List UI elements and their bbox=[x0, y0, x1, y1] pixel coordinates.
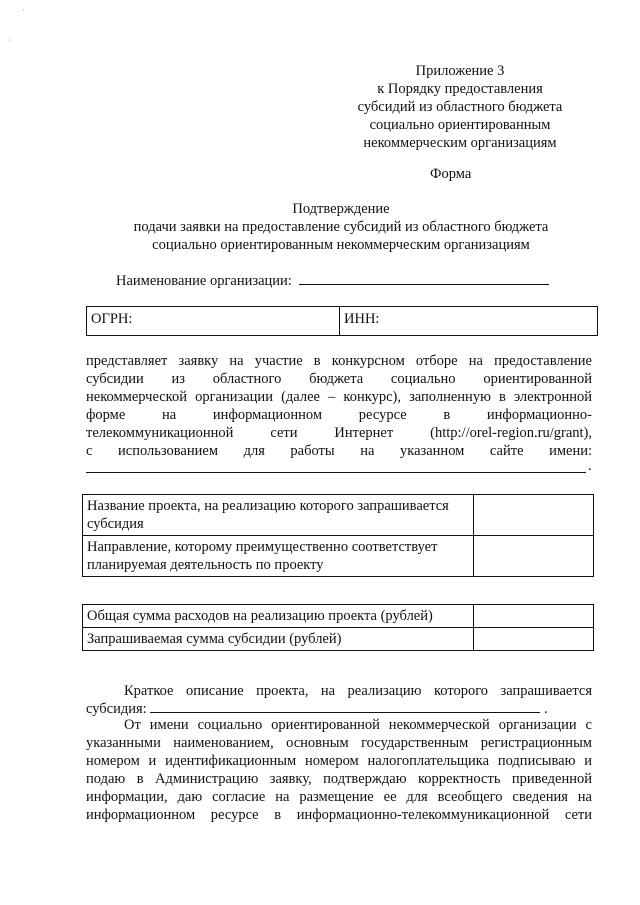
paragraph-line: представляет заявку на участие в конкурсном отборе на предоставление bbox=[86, 353, 592, 369]
table-row bbox=[83, 536, 594, 577]
line-end-dot: . bbox=[588, 458, 592, 474]
table-row bbox=[83, 495, 594, 536]
paragraph-line: От имени социально ориентированной некоммерческой организации с bbox=[124, 717, 592, 733]
paragraph-application bbox=[86, 352, 592, 460]
total-cost-value[interactable] bbox=[474, 605, 594, 628]
title-line: Подтверждение bbox=[292, 201, 390, 217]
project-name-value[interactable] bbox=[474, 495, 594, 536]
ogrn-inn-table bbox=[86, 306, 598, 336]
form-label: Форма bbox=[430, 166, 472, 182]
paragraph-line: с использованием для работы на указанном сайте имени: bbox=[86, 443, 592, 459]
table-row bbox=[83, 605, 594, 628]
paragraph-line: указанными наименованием, основным государственным регистрационным bbox=[86, 735, 592, 751]
appendix-line: Приложение 3 bbox=[415, 63, 505, 79]
project-info-table bbox=[82, 494, 594, 577]
paragraph-line: телекоммуникационной сети Интернет (http://orel-region.ru/grant), bbox=[86, 425, 592, 441]
title-line: подачи заявки на предоставление субсидий из областного бюджета bbox=[133, 219, 549, 235]
description-field[interactable] bbox=[150, 700, 540, 713]
scan-mark: ´ bbox=[22, 8, 25, 17]
paragraph-line: субсидии из областного бюджета социально ориентированной bbox=[86, 371, 592, 387]
table-row bbox=[83, 628, 594, 651]
paragraph-line: номером и идентификационным номером налогоплательщика подписываю и bbox=[86, 753, 592, 769]
amounts-table bbox=[82, 604, 594, 651]
paragraph-consent bbox=[86, 716, 592, 824]
username-field[interactable] bbox=[86, 472, 586, 473]
paragraph-line: субсидия: bbox=[86, 701, 147, 717]
total-cost-label: Общая сумма расходов на реализацию проекта (рублей) bbox=[83, 605, 474, 628]
scan-mark: · bbox=[8, 36, 11, 45]
org-name-row bbox=[116, 272, 549, 290]
inn-cell[interactable] bbox=[340, 307, 597, 335]
paragraph-line: Краткое описание проекта, на реализацию которого запрашивается bbox=[124, 683, 592, 699]
paragraph-line: форме на информационном ресурсе в информационно- bbox=[86, 407, 592, 423]
line-end-dot: . bbox=[543, 701, 548, 717]
org-name-field[interactable] bbox=[299, 272, 549, 285]
subsidy-amount-label: Запрашиваемая сумма субсидии (рублей) bbox=[83, 628, 474, 651]
paragraph-line: подаю в Администрацию заявку, подтверждаю корректность приведенной bbox=[86, 771, 592, 787]
appendix-line: к Порядку предоставления bbox=[377, 81, 543, 97]
paragraph-line: информации, даю согласие на размещение ее для всеобщего сведения на bbox=[86, 789, 592, 805]
paragraph-description bbox=[86, 682, 592, 718]
appendix-line: субсидий из областного бюджета bbox=[357, 99, 563, 115]
subsidy-amount-value[interactable] bbox=[474, 628, 594, 651]
ogrn-label: ОГРН: bbox=[91, 311, 133, 327]
document-title bbox=[86, 200, 596, 254]
title-line: социально ориентированным некоммерческим организациям bbox=[152, 237, 530, 253]
org-name-label: Наименование организации: bbox=[116, 273, 292, 289]
inn-label: ИНН: bbox=[344, 311, 380, 327]
appendix-line: некоммерческим организациям bbox=[363, 135, 557, 151]
ogrn-cell[interactable] bbox=[87, 307, 340, 335]
paragraph-line: некоммерческой организации (далее – конкурс), заполненную в электронной bbox=[86, 389, 592, 405]
paragraph-line: информационном ресурсе в информационно-телекоммуникационной сети bbox=[86, 807, 592, 823]
project-direction-label: Направление, которому преимущественно соответствует планируемая деятельность по проекту bbox=[83, 536, 474, 577]
appendix-line: социально ориентированным bbox=[369, 117, 551, 133]
appendix-header bbox=[300, 62, 620, 152]
project-name-label: Название проекта, на реализацию которого запрашивается субсидия bbox=[83, 495, 474, 536]
project-direction-value[interactable] bbox=[474, 536, 594, 577]
